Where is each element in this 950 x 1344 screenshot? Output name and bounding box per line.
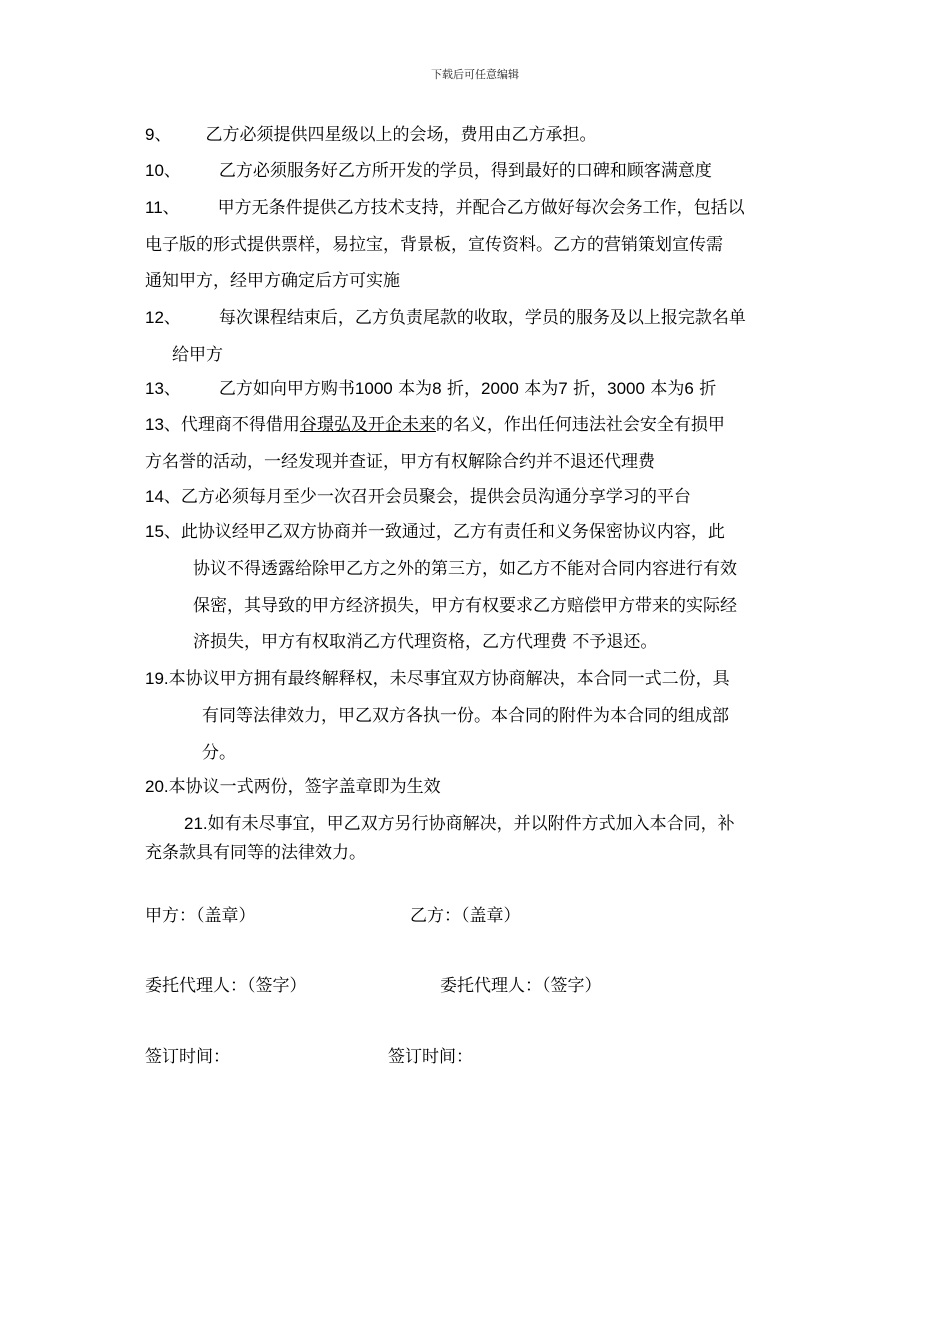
clause-text: 如有未尽事宜，甲乙双方另行协商解决，并以附件方式加入本合同，补: [207, 814, 735, 834]
clause-text: 本为: [650, 379, 685, 399]
clause-9: [145, 124, 596, 146]
clause-text: 本协议一式两份，签字盖章即为生效: [168, 777, 441, 797]
party-b-seal: 乙方：（盖章）: [410, 906, 521, 926]
clause-20: [145, 776, 441, 798]
clause-text: 本协议甲方拥有最终解释权，未尽事宜双方协商解决，本合同一式二份，具: [168, 669, 730, 689]
clause-10: [145, 160, 712, 182]
clause-number: 21.: [184, 814, 208, 833]
clause-number: 15、: [145, 522, 181, 541]
clause-text: 乙方必须服务好乙方所开发的学员，得到最好的口碑和顾客满意度: [218, 161, 712, 181]
header-note: 下载后可任意编辑: [431, 68, 519, 81]
party-b-date: 签订时间：: [388, 1047, 473, 1067]
clause-text: 折，: [573, 379, 608, 399]
clause-number: 9、: [145, 125, 172, 144]
clause-13-agent: [145, 414, 725, 436]
clause-text: 乙方如向甲方购书: [218, 379, 355, 399]
clause-11: [145, 197, 745, 219]
clause-19-continuation: 有同等法律效力，甲乙双方各执一份。本合同的附件为本合同的组成部: [202, 706, 729, 726]
party-a-seal: 甲方：（盖章）: [145, 906, 256, 926]
clause-text: 本为: [398, 379, 433, 399]
clause-number-value: 3000: [607, 379, 645, 398]
clause-number: 11、: [145, 198, 180, 217]
clause-19-continuation: 分。: [202, 743, 236, 763]
party-a-date: 签订时间：: [145, 1047, 230, 1067]
clause-text: 的名义，作出任何违法社会安全有损甲: [435, 415, 725, 435]
clause-12: [145, 307, 746, 329]
clause-11-continuation: 电子版的形式提供票样，易拉宝，背景板，宣传资料。乙方的营销策划宣传需: [145, 235, 723, 255]
clause-15-continuation: 济损失，甲方有权取消乙方代理资格，乙方代理费 不予退还。: [193, 632, 658, 652]
clause-text: 折: [699, 379, 717, 399]
clause-text: 折，: [447, 379, 482, 399]
clause-number-value: 2000: [481, 379, 519, 398]
clause-number: 14、: [145, 487, 181, 506]
clause-number-value: 8: [432, 379, 442, 398]
clause-number: 13、: [145, 415, 181, 434]
company-name-underlined: 谷璟弘及开企未来: [299, 415, 436, 435]
clause-number: 20.: [145, 777, 169, 796]
clause-text: 代理商不得借用: [180, 415, 300, 435]
clause-text: 此协议经甲乙双方协商并一致通过，乙方有责任和义务保密协议内容，此: [180, 522, 725, 542]
clause-15-continuation: 保密，其导致的甲方经济损失，甲方有权要求乙方赔偿甲方带来的实际经: [193, 596, 737, 616]
clause-12-continuation: 给甲方: [172, 345, 223, 365]
clause-19: [145, 668, 730, 690]
clause-text: 乙方必须每月至少一次召开会员聚会，提供会员沟通分享学习的平台: [180, 487, 691, 507]
clause-15: [145, 521, 725, 543]
clause-13-books: [145, 378, 716, 400]
clause-text: 每次课程结束后，乙方负责尾款的收取，学员的服务及以上报完款名单: [218, 308, 746, 328]
clause-number: 12、: [145, 308, 181, 327]
clause-text: 本为: [524, 379, 559, 399]
clause-11-continuation: 通知甲方，经甲方确定后方可实施: [145, 271, 400, 291]
clause-number-value: 6: [684, 379, 694, 398]
clause-13-continuation: 方名誉的活动，一经发现并查证，甲方有权解除合约并不退还代理费: [145, 452, 655, 472]
party-b-agent: 委托代理人：（签字）: [440, 976, 602, 996]
clause-text: 乙方必须提供四星级以上的会场，费用由乙方承担。: [205, 125, 597, 145]
clause-text: 甲方无条件提供乙方技术支持，并配合乙方做好每次会务工作，包括以: [217, 198, 745, 218]
clause-14: [145, 486, 691, 508]
clause-number: 10、: [145, 161, 181, 180]
clause-number-value: 7: [558, 379, 568, 398]
clause-number-value: 1000: [354, 379, 393, 398]
clause-15-continuation: 协议不得透露给除甲乙方之外的第三方，如乙方不能对合同内容进行有效: [193, 559, 737, 579]
party-a-agent: 委托代理人：（签字）: [145, 976, 307, 996]
clause-number: 13、: [145, 379, 181, 398]
clause-21: [184, 813, 735, 835]
clause-number: 19.: [145, 669, 169, 688]
clause-21-continuation: 充条款具有同等的法律效力。: [145, 843, 366, 863]
